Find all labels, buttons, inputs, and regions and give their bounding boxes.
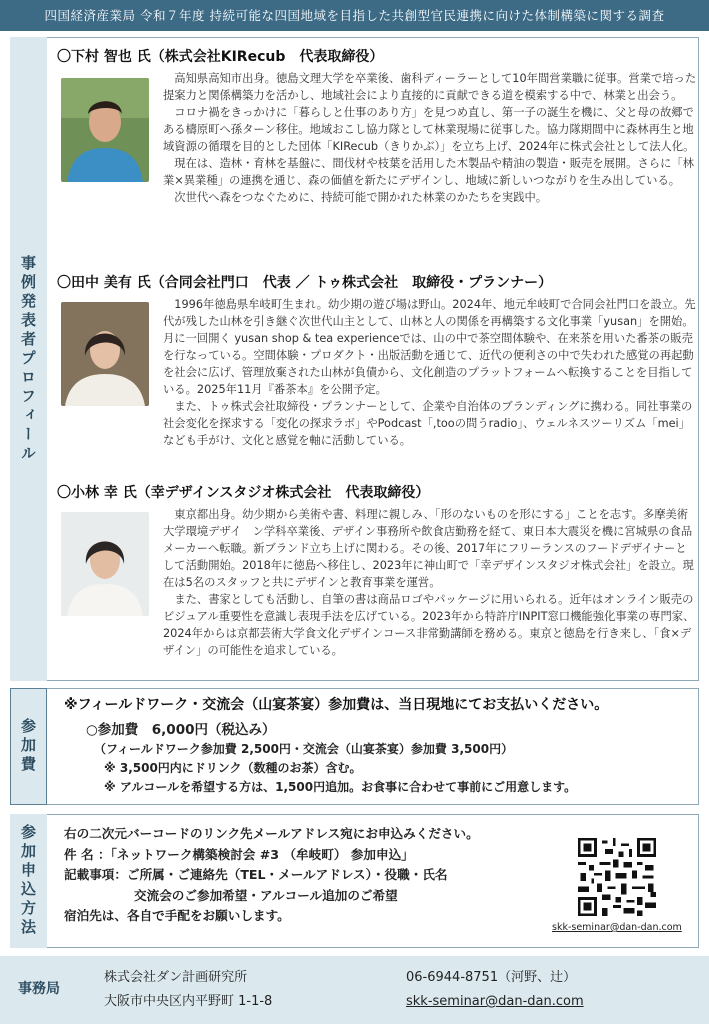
footer-office — [0, 956, 709, 1024]
portrait-photo — [61, 512, 149, 616]
fee-price: ○参加費 6,000円（税込み） — [86, 722, 276, 738]
qr-email-link[interactable]: skk-seminar@dan-dan.com — [552, 922, 682, 933]
header-banner: 四国経済産業局 令和７年度 持続可能な四国地域を目指した共創型官民連携に向けた体制構築に関する調査 — [0, 0, 709, 31]
apply-fields: 記載事項：ご所属・ご連絡先（TEL・メールアドレス）・役職・氏名 — [64, 867, 448, 882]
fee-note-drink: ※ 3,500円内にドリンク（数種のお茶）含む。 — [104, 761, 362, 775]
footer-label: 事務局 — [18, 981, 60, 997]
fee-notice: ※フィールドワーク・交流会（山宴茶宴）参加費は、当日現地にてお支払いください。 — [64, 697, 609, 713]
profile-kobayashi — [57, 482, 697, 657]
profile-bio: 東京都出身。幼少期から美術や書、料理に親しみ、「形のないものを形にする」ことを志す。多摩美術大学環境デザイ ン学科卒業後、デザイン事務所や飲食店勤務を経て、東日本大震災を機に宮城県の食品メーカーへ転職。新ブランド立ち上げに関わる。その後、2017年にフリーランスのフードデザイナーとして活動開始。2018年に徳島へ移住し、2023年に神山町で「幸デザインスタジオ株式会社」を設立。現在は5名のスタッフと共にデザインと教育事業を運営。 また、書家としても活動し、自筆の書は商品ロゴやパッケージに用いられる。近年はオンライン販売のビジュアル重要性を意識し表現手法を広げている。2023年から特許庁INPIT窓口機能強化事業の専門家、2024年からは京都芸術大学食文化デザインコース非常勤講師を務める。東京と徳島を行き来し、「食×デザイン」の可能性を追求している。 — [163, 508, 695, 657]
contact-email-link[interactable]: skk-seminar@dan-dan.com — [406, 994, 584, 1009]
profile-shimomura — [57, 46, 697, 204]
profile-heading: 〇小林 幸 氏（幸デザインスタジオ株式会社 代表取締役） — [57, 485, 430, 501]
profile-tanaka — [57, 272, 697, 447]
fee-section-label: 参加費 — [10, 688, 47, 805]
company-address: 大阪市中央区内平野町 1-1-8 — [104, 994, 273, 1009]
apply-subject: 件 名 ：「ネットワーク構築検討会 #3 （牟岐町） 参加申込」 — [64, 846, 414, 862]
portrait-photo — [61, 78, 149, 182]
apply-lodging: 宿泊先は、各自で手配をお願いします。 — [64, 908, 290, 923]
apply-section-label: 参加申込方法 — [10, 814, 47, 948]
profile-section-label: 事例発表者プロフィール — [10, 37, 47, 681]
profile-heading: 〇下村 智也 氏（株式会社KIRecub 代表取締役） — [57, 49, 384, 65]
footer-contact — [406, 966, 584, 1014]
qr-code-icon[interactable] — [578, 838, 656, 916]
company-name: 株式会社ダン計画研究所 — [104, 970, 248, 985]
contact-phone: 06-6944-8751（河野、辻） — [406, 970, 577, 985]
fee-breakdown: （フィールドワーク参加費 2,500円・交流会（山宴茶宴）参加費 3,500円） — [94, 742, 514, 756]
footer-company — [104, 966, 272, 1014]
fee-note-alcohol: ※ アルコールを希望する方は、1,500円追加。お食事に合わせて事前にご用意します。 — [104, 780, 577, 794]
profile-bio: 高知県高知市出身。徳島文理大学を卒業後、歯科ディーラーとして10年間営業職に従事。営業で培った提案力と関係構築力を活かし、地域社会により直接的に貢献できる道を模索する中で、林業と出会う。 コロナ禍をきっかけに「暮らしと仕事のあり方」を見つめ直し、第一子の誕生を機に、父と母の故郷である檮原町へ孫ターン移住。地域おこし協力隊として林業現場に従事した。協力隊期間中に森林再生と地域資源の循環を目的とした団体「KIRecub（きりかぶ）」を立ち上げ、2024年に株式会社として法人化。 現在は、造林・育林を基盤に、間伐材や枝葉を活用した木製品や精油の製造・販売を展開。さらに「林業×異業種」の連携を通じ、森の価値を新たにデザインし、地域に新しいつながりを生み出している。 次世代へ森をつなぐために、持続可能で開かれた林業のかたちを実践中。 — [163, 72, 697, 204]
apply-block — [64, 824, 564, 927]
apply-fields-extra: 交流会のご参加希望・アルコール追加のご希望 — [134, 887, 398, 903]
profile-bio: 1996年徳島県牟岐町生まれ。幼少期の遊び場は野山。2024年、地元牟岐町で合同会社門口を設立。先代が残した山林を引き継ぐ次世代山主として、山林と人の関係を再構築する文化事業「yusan」を開始。月に一回開く yusan shop & tea experienceでは、山の中で茶空間体験や、在来茶を用いた番茶の販売を行なっている。空間体験・プロダクト・出版活動を通じて、近代の便利さの中で失われた感覚の再起動を社会に広げ、管理放棄された山林が負債から、文化創造のプラットフォームへ転換することを目指している。2025年11月『番茶本』を公開予定。 また、トゥ株式会社取締役・プランナーとして、企業や自治体のブランディングに携わる。同社事業の社会変化を探求する「変化の探求ラボ」やPodcast「,tooの問うradio」、ウェルネスツーリズム「mei」なども手がけ、文化と感覚を軸に活動している。 — [163, 298, 696, 447]
profile-heading: 〇田中 美有 氏（合同会社門口 代表 ／ トゥ株式会社 取締役・プランナー） — [57, 275, 553, 291]
portrait-photo — [61, 302, 149, 406]
fee-block — [64, 694, 694, 795]
apply-instructions: 右の二次元バーコードのリンク先メールアドレス宛にお申込みください。 — [64, 826, 479, 841]
